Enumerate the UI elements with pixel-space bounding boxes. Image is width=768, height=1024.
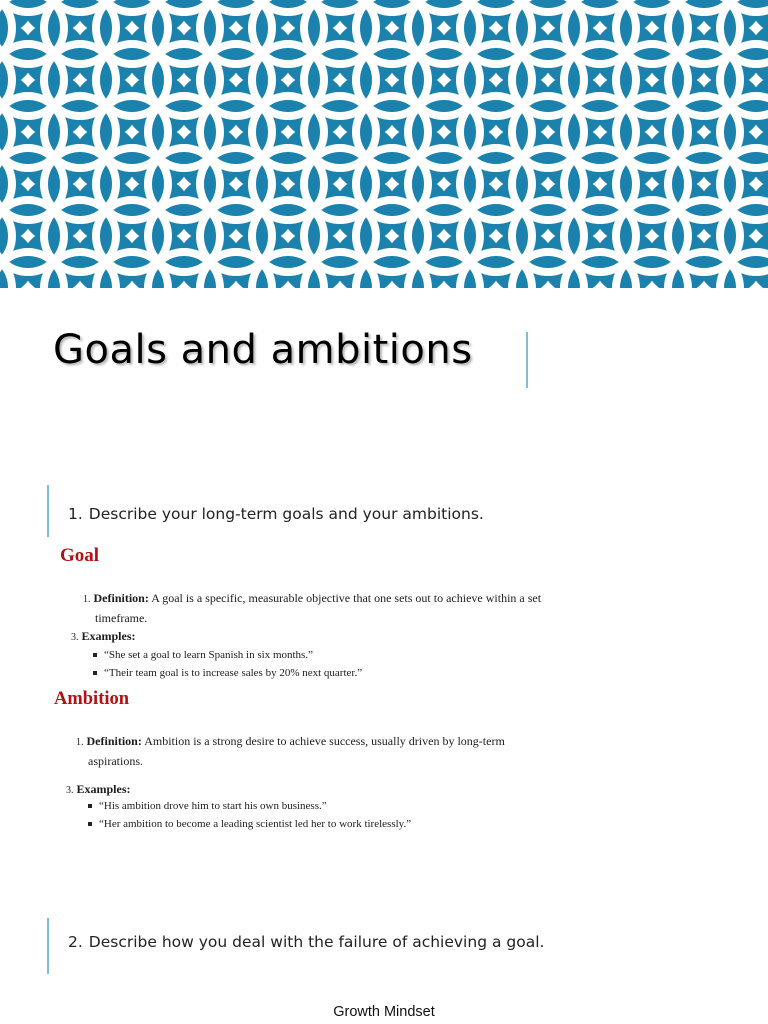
ambition-heading: Ambition: [54, 689, 130, 709]
goal-definition-label: Definition:: [93, 591, 149, 605]
goal-example-item: “Their team goal is to increase sales by 20% next quarter.”: [92, 664, 362, 682]
goal-example-item: “She set a goal to learn Spanish in six months.”: [92, 646, 362, 664]
ambition-example-item: “Her ambition to become a leading scientist led her to work tirelessly.”: [87, 815, 411, 833]
ambition-example-item: “His ambition drove him to start his own business.”: [87, 797, 411, 815]
ambition-examples-list: [87, 797, 411, 833]
question-1: [68, 505, 484, 523]
ambition-definition-label: Definition:: [86, 734, 142, 748]
question-1-accent-bar: [47, 485, 49, 537]
question-2: [68, 933, 544, 951]
title-accent-bar: [526, 332, 528, 388]
question-2-text: Describe how you deal with the failure of achieving a goal.: [88, 933, 545, 951]
question-2-number: 2.: [68, 933, 83, 951]
goal-examples-title: Examples:: [81, 629, 136, 643]
question-2-accent-bar: [47, 918, 49, 974]
goal-definition-number: 1.: [83, 594, 91, 605]
ambition-definition-number: 1.: [76, 737, 84, 748]
slide-footer: Growth Mindset: [333, 1004, 435, 1020]
ambition-examples-number: 3.: [66, 785, 74, 796]
goal-definition-text: A goal is a specific, measurable objective that one sets out to achieve within a set timeframe.: [95, 591, 542, 625]
goal-heading: Goal: [60, 545, 100, 566]
ambition-definition-text: Ambition is a strong desire to achieve success, usually driven by long-term aspirations.: [88, 734, 505, 768]
question-1-number: 1.: [68, 505, 83, 523]
ambition-definition: [76, 732, 558, 770]
question-1-text: Describe your long-term goals and your ambitions.: [88, 505, 484, 523]
goal-examples-list: [92, 646, 362, 682]
ambition-examples-label: [66, 782, 131, 797]
decorative-pattern-banner: [0, 0, 768, 288]
goal-definition: [83, 589, 595, 627]
goal-examples-label: [71, 629, 136, 644]
goal-examples-number: 3.: [71, 632, 79, 643]
ambition-examples-title: Examples:: [76, 782, 131, 796]
slide-title: Goals and ambitions: [53, 327, 473, 373]
